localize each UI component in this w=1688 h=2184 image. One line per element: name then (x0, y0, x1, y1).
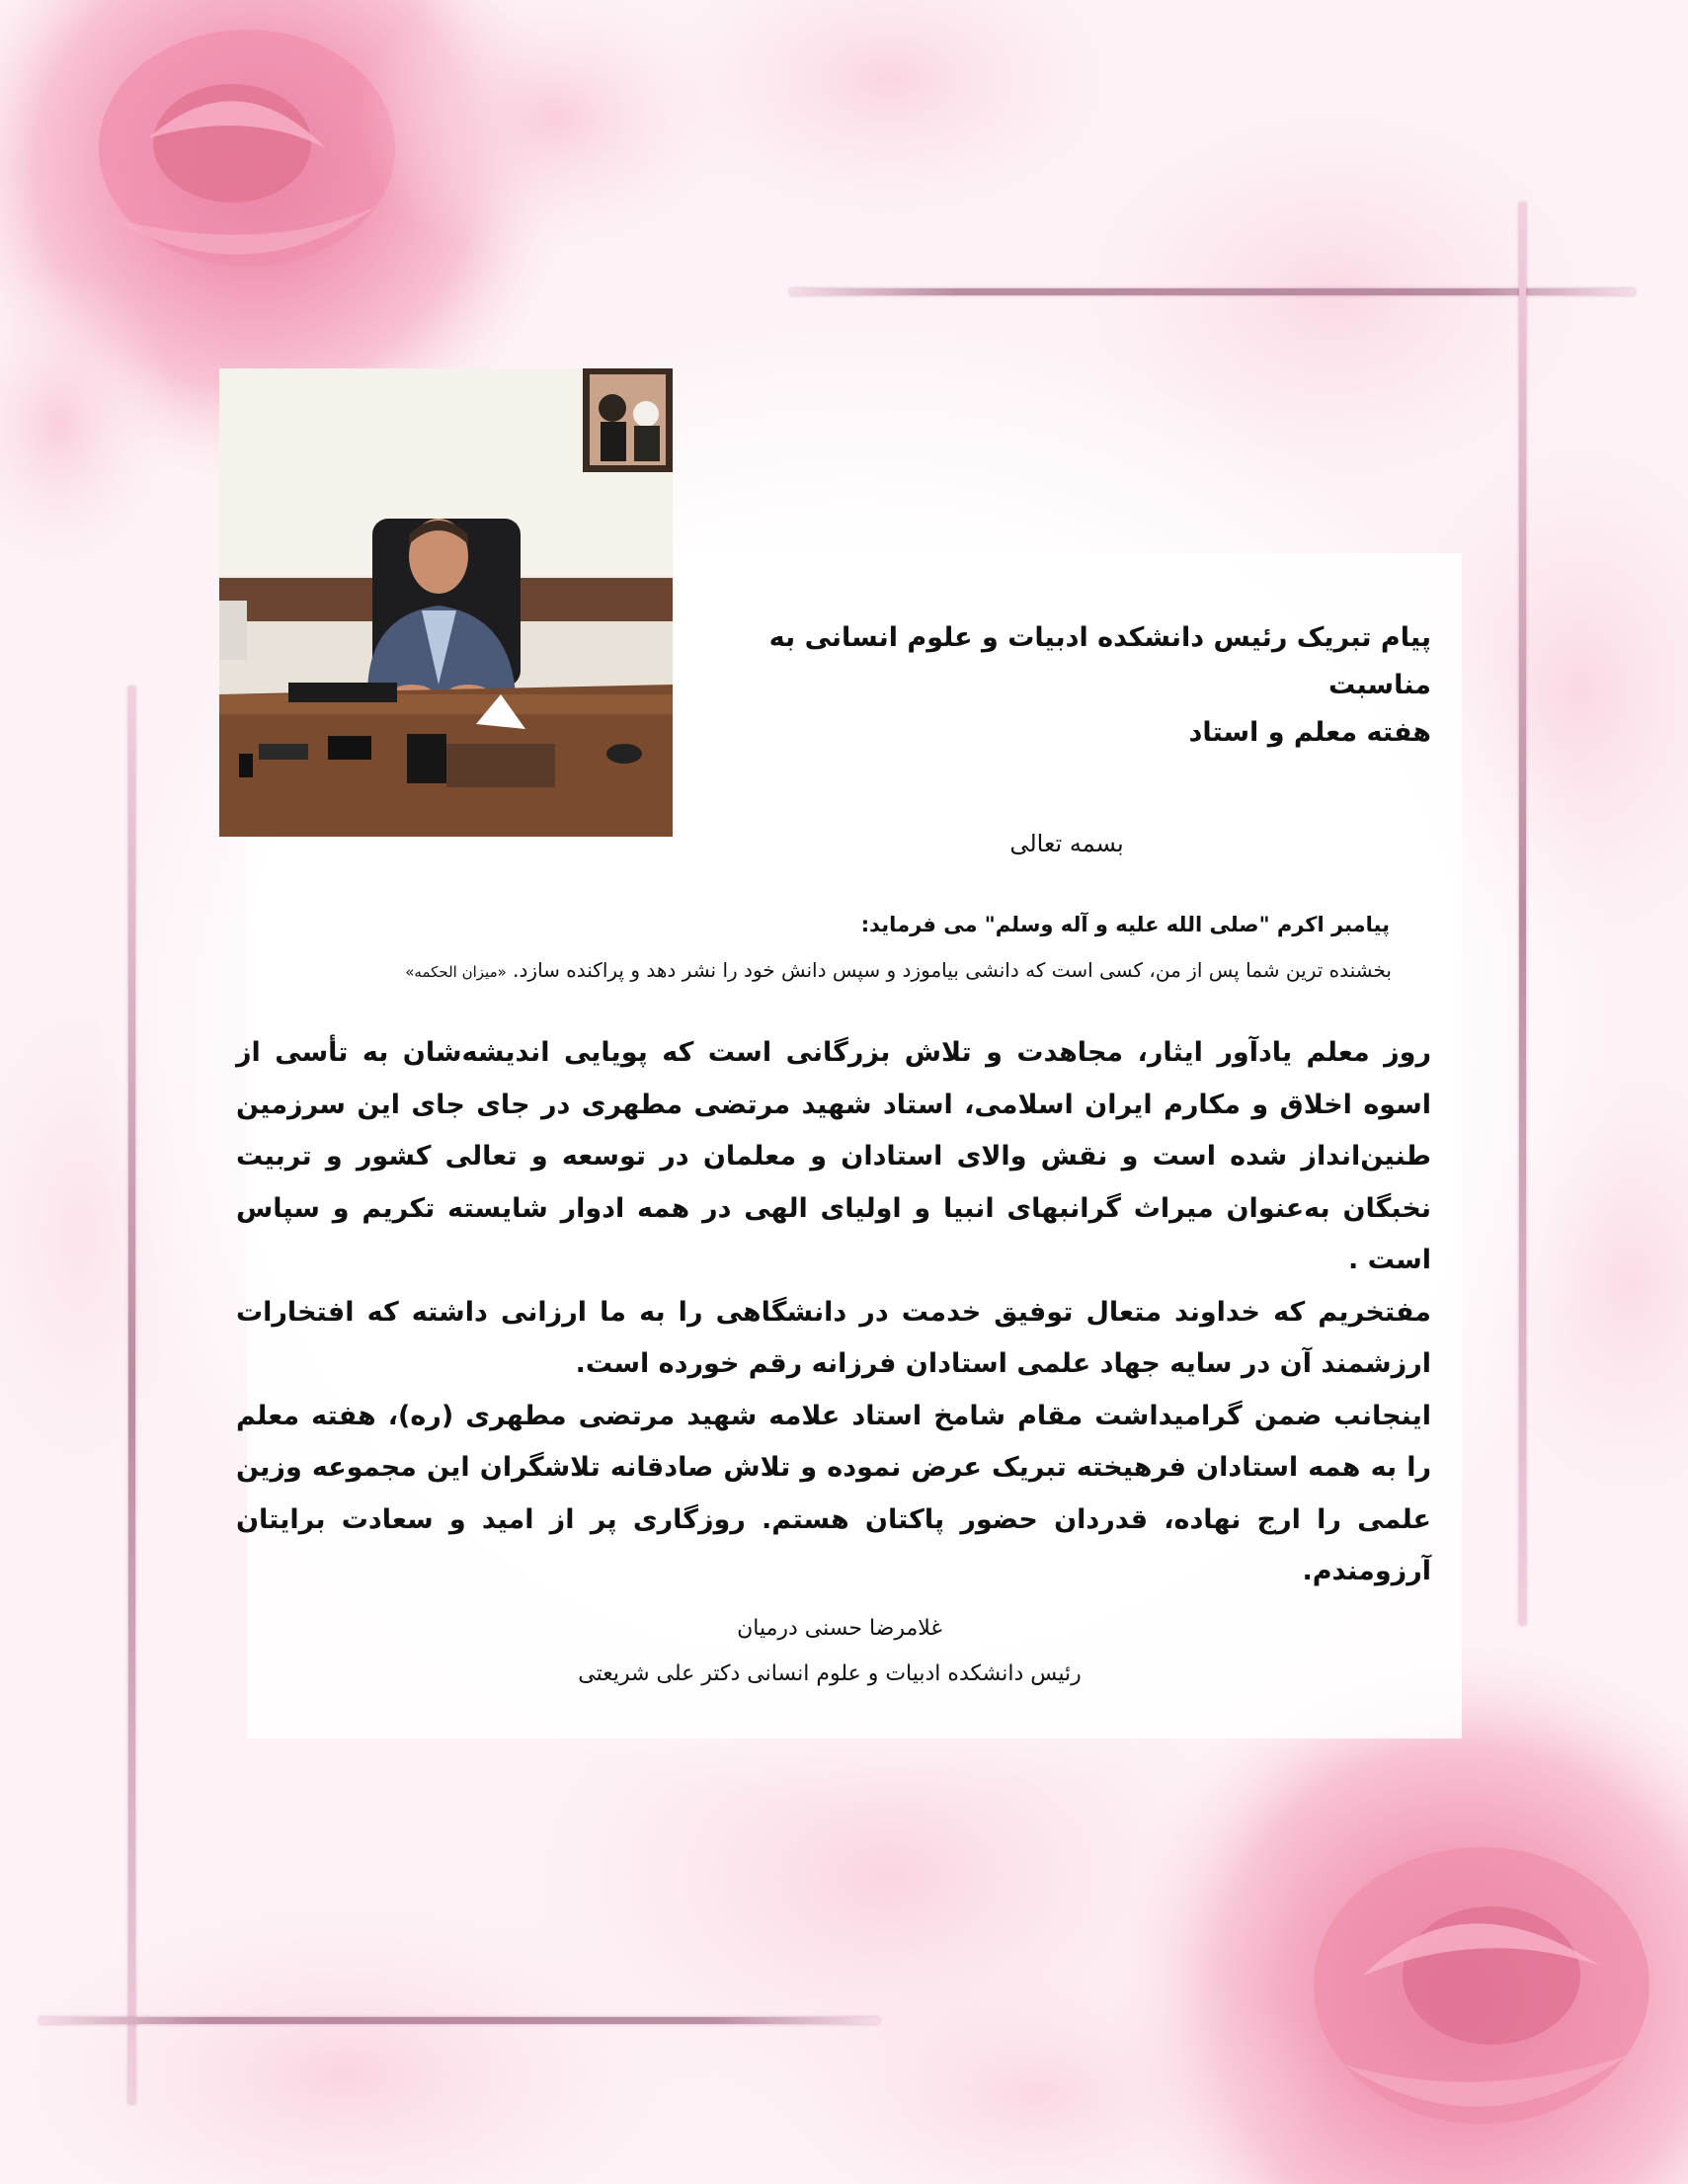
signature-name: غلامرضا حسنی درمیان (737, 1616, 942, 1641)
hadith-source: «میزان الحکمه» (405, 963, 507, 981)
frame-line-top (790, 288, 1635, 295)
letter-body (236, 1027, 1431, 1598)
wall-portrait (583, 368, 673, 472)
title-line-1: پیام تبریک رئیس دانشکده ادبیات و علوم انسانی به مناسبت (768, 622, 1431, 700)
hadith-intro: پیامبر اکرم "صلی الله علیه و آله وسلم" می فرماید: (860, 913, 1390, 936)
dean-photo (219, 368, 673, 837)
body-paragraph-1: روز معلم یادآور ایثار، مجاهدت و تلاش بزرگانی است که پویایی اندیشه‌شان به تأسی از اسوه اخلاق و مکارم ایران اسلامی، استاد شهید مرتضی مطهری در جای جای این سرزمین طنین‌انداز شده است و نقش والای استادان و معلمان در توسعه و تعالی کشور و تربیت نخبگان به‌عنوان میراث گرانبهای انبیا و اولیای الهی در همه ادوار شایسته تکریم و سپاس است . (236, 1037, 1431, 1275)
body-paragraph-3: اینجانب ضمن گرامیداشت مقام شامخ استاد علامه شهید مرتضی مطهری (ره)، هفته معلم را به همه استادان فرهیخته تبریک عرض نموده و تلاش صادقانه تلاشگران این مجموعه وزین علمی را ارج نهاده، قدردان حضور پاکتان هستم. روزگاری پر از امید و سعادت برایتان آرزومندم. (236, 1400, 1431, 1586)
title-line-2: هفته معلم و استاد (1188, 717, 1431, 748)
hadith-text: بخشنده ترین شما پس از من، کسی است که دانشی بیاموزد و سپس دانش خود را نشر دهد و پراکنده سازد. (513, 958, 1392, 982)
frame-line-bottom (40, 2017, 879, 2024)
frame-line-left (128, 687, 135, 2104)
body-paragraph-2: مفتخریم که خداوند متعال توفیق خدمت در دانشگاهی را به ما ارزانی داشته که افتخارات ارزشمند آن در سایه جهاد علمی استادان فرزانه رقم خورده است. (236, 1296, 1431, 1379)
signature-title: رئیس دانشکده ادبیات و علوم انسانی دکتر علی شریعتی (578, 1661, 1082, 1686)
letter-title (681, 614, 1431, 757)
hadith-quote (206, 958, 1392, 982)
desk-folder (288, 683, 397, 702)
besmeh-heading: بسمه تعالی (1009, 830, 1124, 857)
frame-line-right (1519, 202, 1526, 1625)
